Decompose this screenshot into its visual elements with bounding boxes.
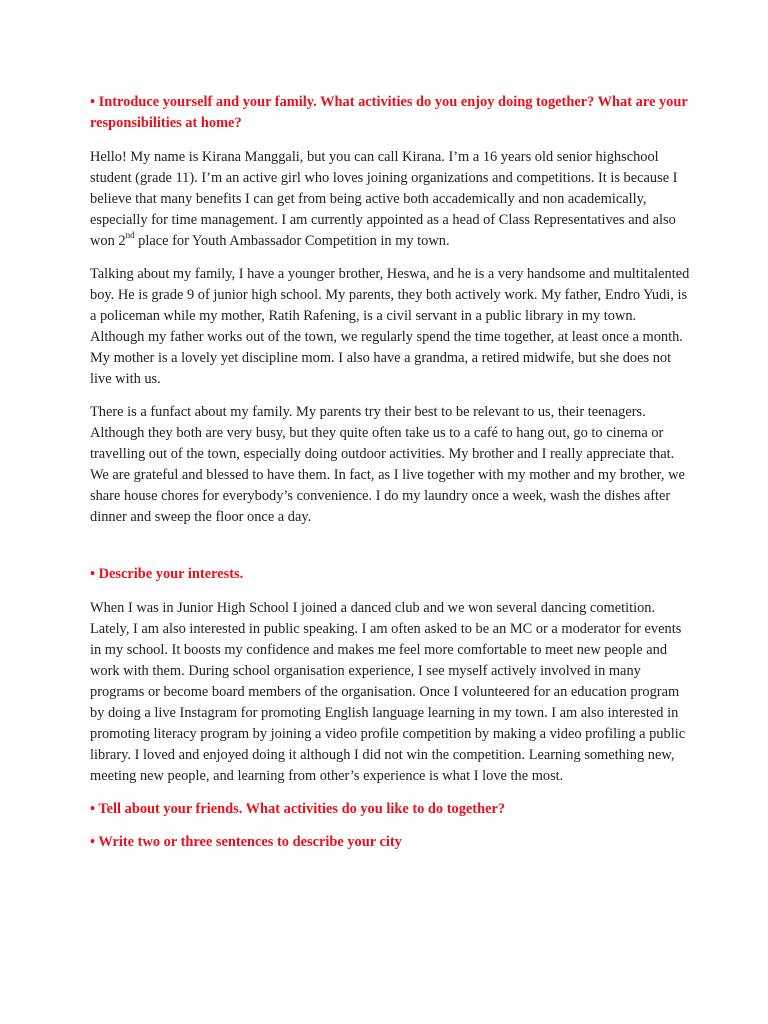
paragraph-introduction-text: Hello! My name is Kirana Manggali, but you can call Kirana. I’m a 16 years old senior highschool student (grade 11). I’m an active girl who loves joining organizations and competitions. It is because I believe that many benefits I can get from being active both accademically and non academically, especially for time management. I am currently appointed as a head of Class Representatives and also won 2	[90, 149, 678, 249]
paragraph-funfact: There is a funfact about my family. My parents try their best to be relevant to us, their teenagers. Although they both are very busy, but they quite often take us to a café to hang out, go to cinema or travelling out of the town, especially doing outdoor activities. My brother and I really appreciate that. We are grateful and blessed to have them. In fact, as I live together with my mother and my brother, we share house chores for everybody’s convenience. I do my laundry once a week, wash the dishes after dinner and sweep the floor once a day.	[90, 404, 685, 525]
paragraph-interests: When I was in Junior High School I joined a danced club and we won several dancing cometition. Lately, I am also interested in public speaking. I am often asked to be an MC or a moderator for events in my school. It boosts my confidence and makes me feel more comfortable to meet new people and work with them. During school organisation experience, I see myself actively involved in many programs or become board members of the organisation. Once I volunteered for an education program by doing a live Instagram for promoting English language learning in my town. I am also interested in promoting literacy program by joining a video profile competition by making a video profiling a public library. I loved and enjoyed doing it although I did not win the competition. Learning something new, meeting new people, and learning from other’s experience is what I love the most.	[90, 600, 686, 784]
ordinal-suffix: nd	[125, 230, 135, 240]
paragraph-introduction	[90, 147, 690, 252]
question-heading-city: • Write two or three sentences to describe your city	[90, 834, 402, 850]
question-heading-interests: • Describe your interests.	[90, 566, 244, 582]
paragraph-family: Talking about my family, I have a younger brother, Heswa, and he is a very handsome and multitalented boy. He is grade 9 of junior high school. My parents, they both actively work. My father, Endro Yudi, is a policeman while my mother, Ratih Rafening, is a civil servant in a public library in my town. Although my father works out of the town, we regularly spend the time together, at least once a month. My mother is a lovely yet discipline mom. I also have a grandma, a retired midwife, but she does not live with us.	[90, 266, 690, 387]
paragraph-introduction-end: place for Youth Ambassador Competition in my town.	[134, 233, 450, 249]
question-heading-introduce: • Introduce yourself and your family. What activities do you enjoy doing together? What are your responsibilities at home?	[90, 94, 688, 131]
question-heading-friends: • Tell about your friends. What activities do you like to do together?	[90, 801, 506, 817]
document-page	[90, 92, 690, 853]
